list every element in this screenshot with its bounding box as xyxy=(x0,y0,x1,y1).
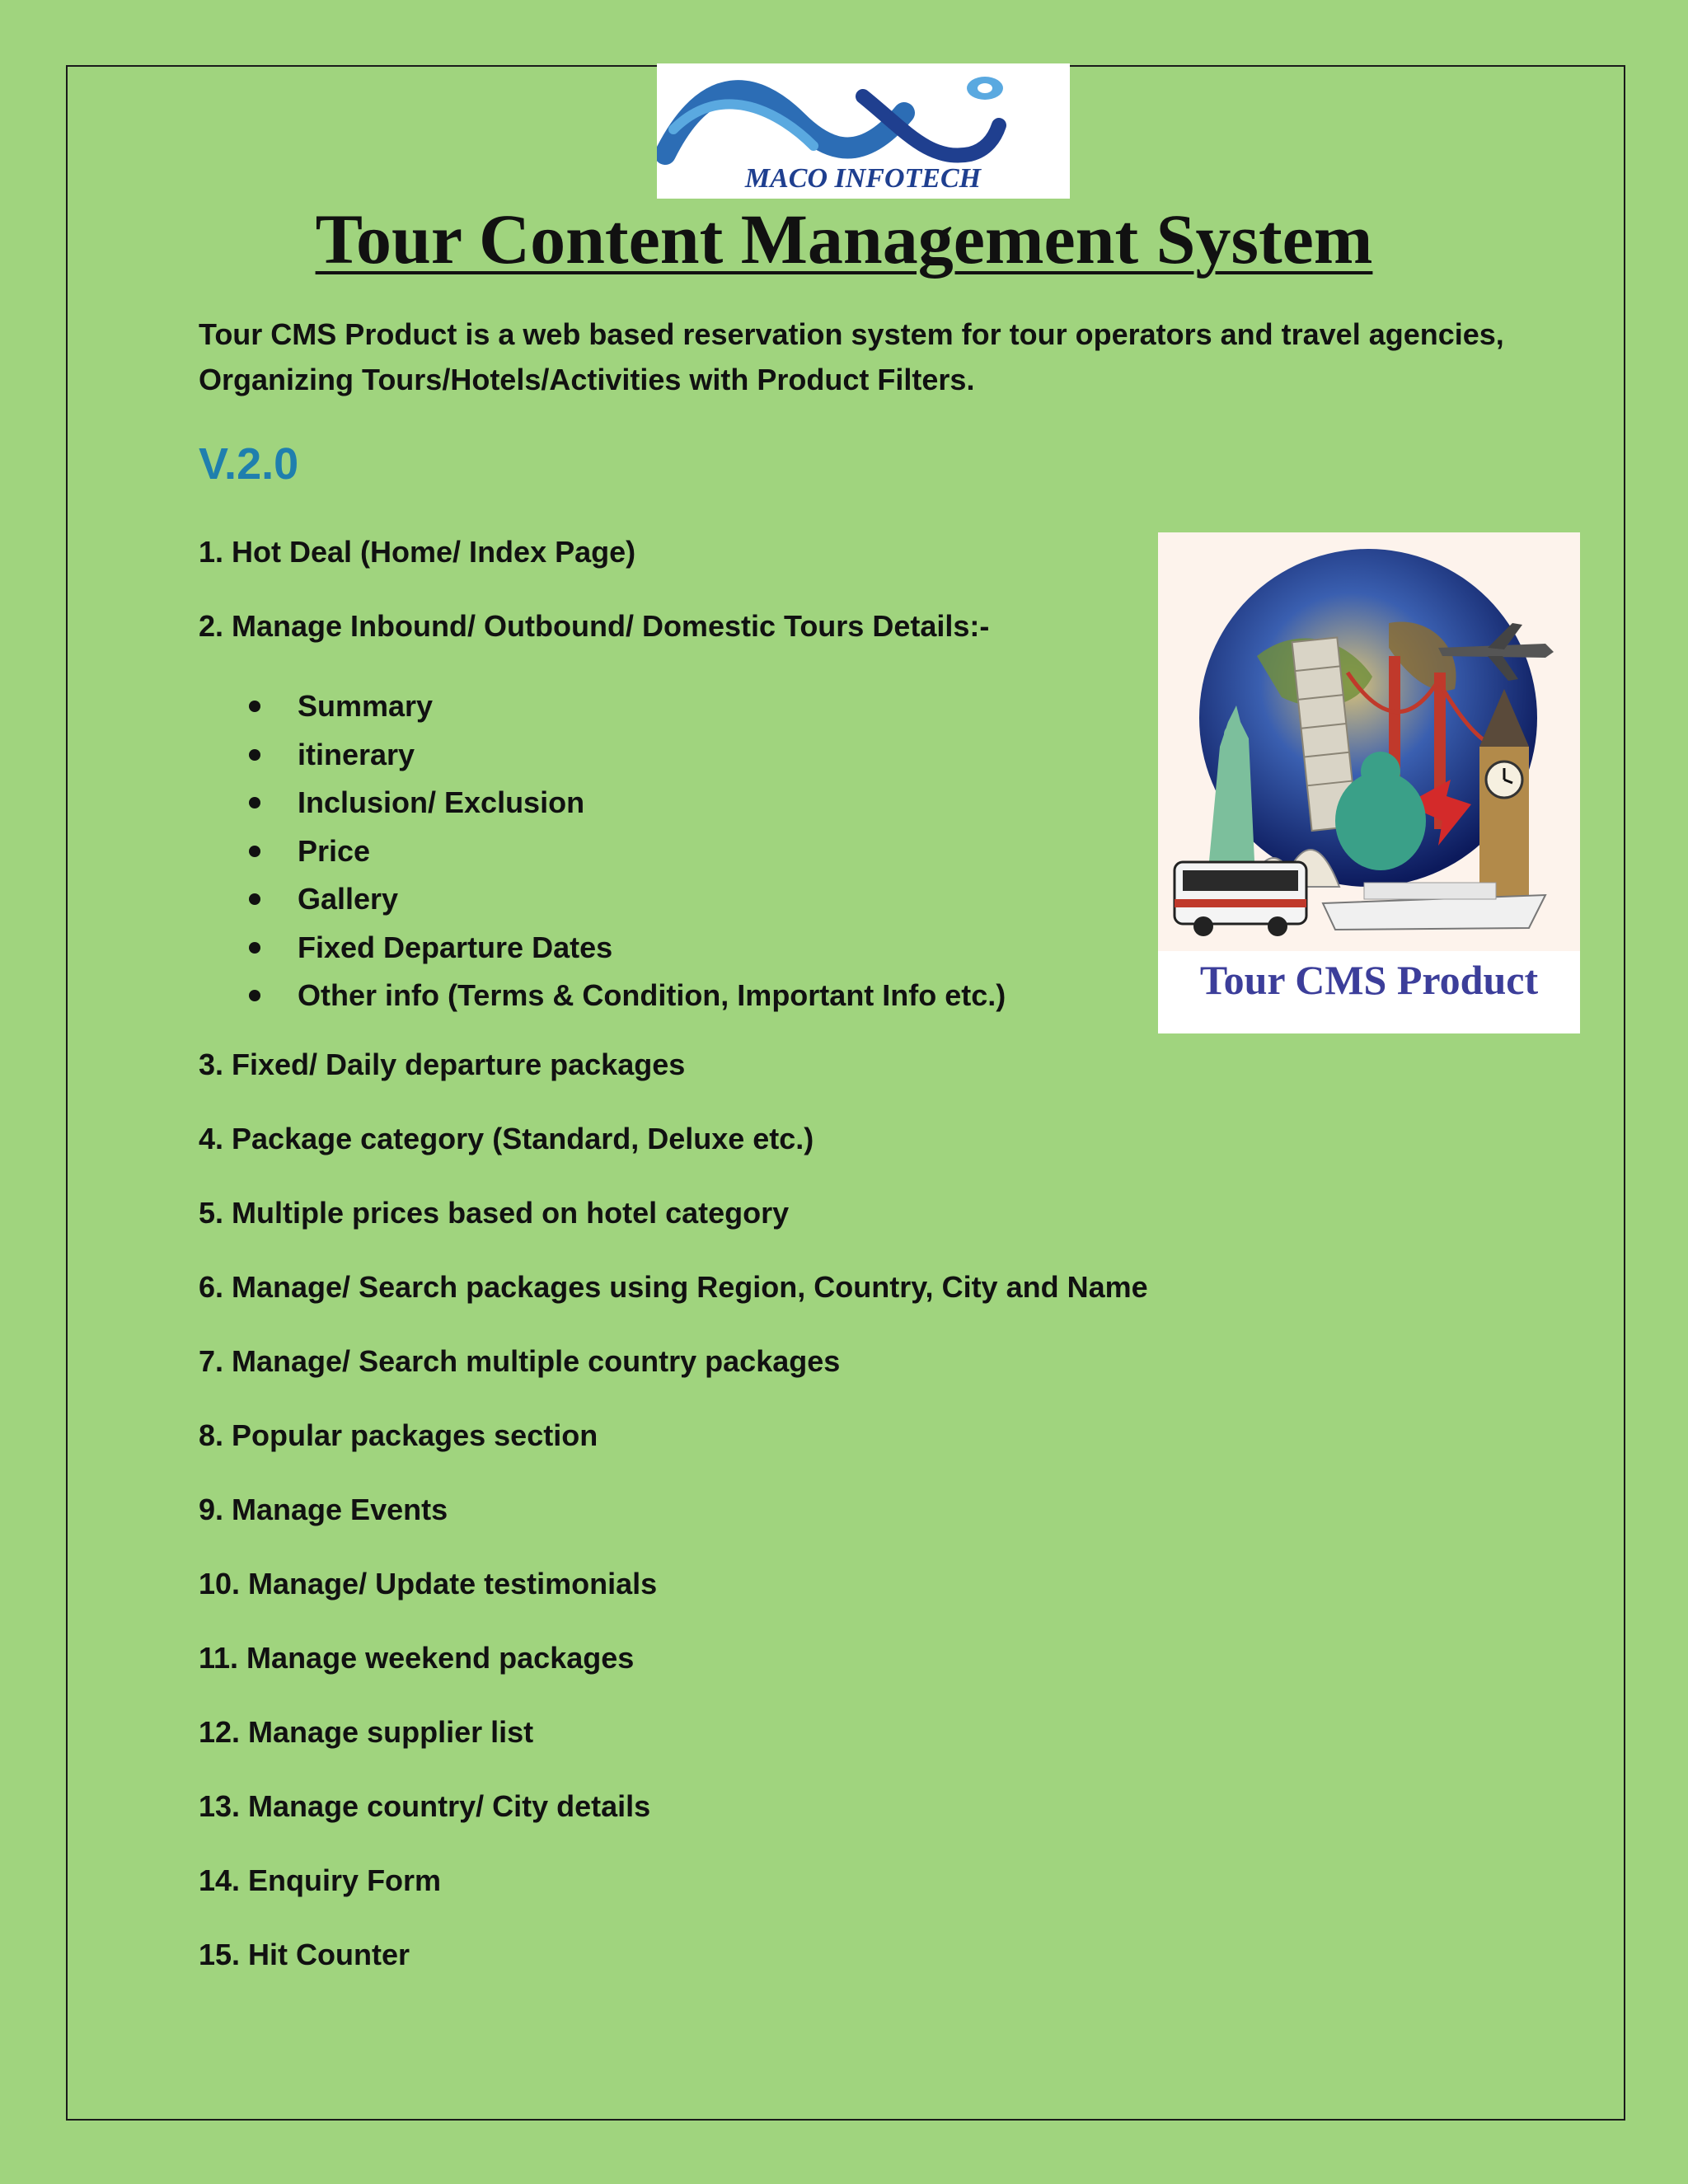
list-item xyxy=(247,779,1006,827)
logo-swoosh-icon xyxy=(657,63,1070,199)
list-item xyxy=(247,924,1006,972)
feature-item: 15. Hit Counter xyxy=(199,1938,410,1971)
list-item-label: Fixed Departure Dates xyxy=(298,930,613,964)
bullet-icon xyxy=(249,701,260,712)
feature-item: 11. Manage weekend packages xyxy=(199,1641,635,1675)
list-item-label: Summary xyxy=(298,689,434,723)
feature-item: 13. Manage country/ City details xyxy=(199,1789,651,1823)
list-item-label: itinerary xyxy=(298,737,415,771)
feature-item: 7. Manage/ Search multiple country packages xyxy=(199,1344,841,1378)
maco-infotech-logo xyxy=(657,63,1070,199)
feature-item: 10. Manage/ Update testimonials xyxy=(199,1567,658,1601)
list-item xyxy=(247,731,1006,780)
feature-item: 14. Enquiry Form xyxy=(199,1863,442,1897)
feature-item: 6. Manage/ Search packages using Region, Country, City and Name xyxy=(199,1270,1148,1304)
feature-item: 8. Popular packages section xyxy=(199,1418,598,1452)
bullet-icon xyxy=(249,797,260,808)
feature-item: 12. Manage supplier list xyxy=(199,1715,534,1749)
feature-item: 1. Hot Deal (Home/ Index Page) xyxy=(199,535,636,569)
feature-item: 2. Manage Inbound/ Outbound/ Domestic Tours Details:- xyxy=(199,609,990,643)
list-item-label: Gallery xyxy=(298,882,399,916)
feature-item: 3. Fixed/ Daily departure packages xyxy=(199,1047,686,1081)
intro-paragraph: Tour CMS Product is a web based reservation system for tour operators and travel agencies, Organizing Tours/Hotels/Activities with Product Filters. xyxy=(199,317,1504,396)
bullet-icon xyxy=(249,942,260,954)
globe-landmarks-icon xyxy=(1158,532,1580,953)
list-item xyxy=(247,875,1006,924)
list-item xyxy=(247,682,1006,731)
list-item-label: Inclusion/ Exclusion xyxy=(298,785,585,819)
feature-item: 4. Package category (Standard, Deluxe etc.) xyxy=(199,1122,814,1155)
logo-text: MACO INFOTECH xyxy=(744,163,982,194)
bullet-icon xyxy=(249,749,260,761)
list-item-label: Other info (Terms & Condition, Important Info etc.) xyxy=(298,978,1006,1012)
bullet-icon xyxy=(249,846,260,857)
tour-details-list xyxy=(247,682,1006,1020)
list-item xyxy=(247,827,1006,876)
product-caption: Tour CMS Product xyxy=(1158,951,1580,1033)
feature-item: 5. Multiple prices based on hotel category xyxy=(199,1196,790,1230)
bullet-icon xyxy=(249,990,260,1001)
tour-cms-product-image xyxy=(1158,532,1580,1033)
list-item xyxy=(247,972,1006,1020)
page-title: Tour Content Management System xyxy=(315,199,1373,279)
bullet-icon xyxy=(249,893,260,905)
feature-item: 9. Manage Events xyxy=(199,1493,448,1526)
version-label: V.2.0 xyxy=(199,439,299,489)
list-item-label: Price xyxy=(298,833,371,868)
